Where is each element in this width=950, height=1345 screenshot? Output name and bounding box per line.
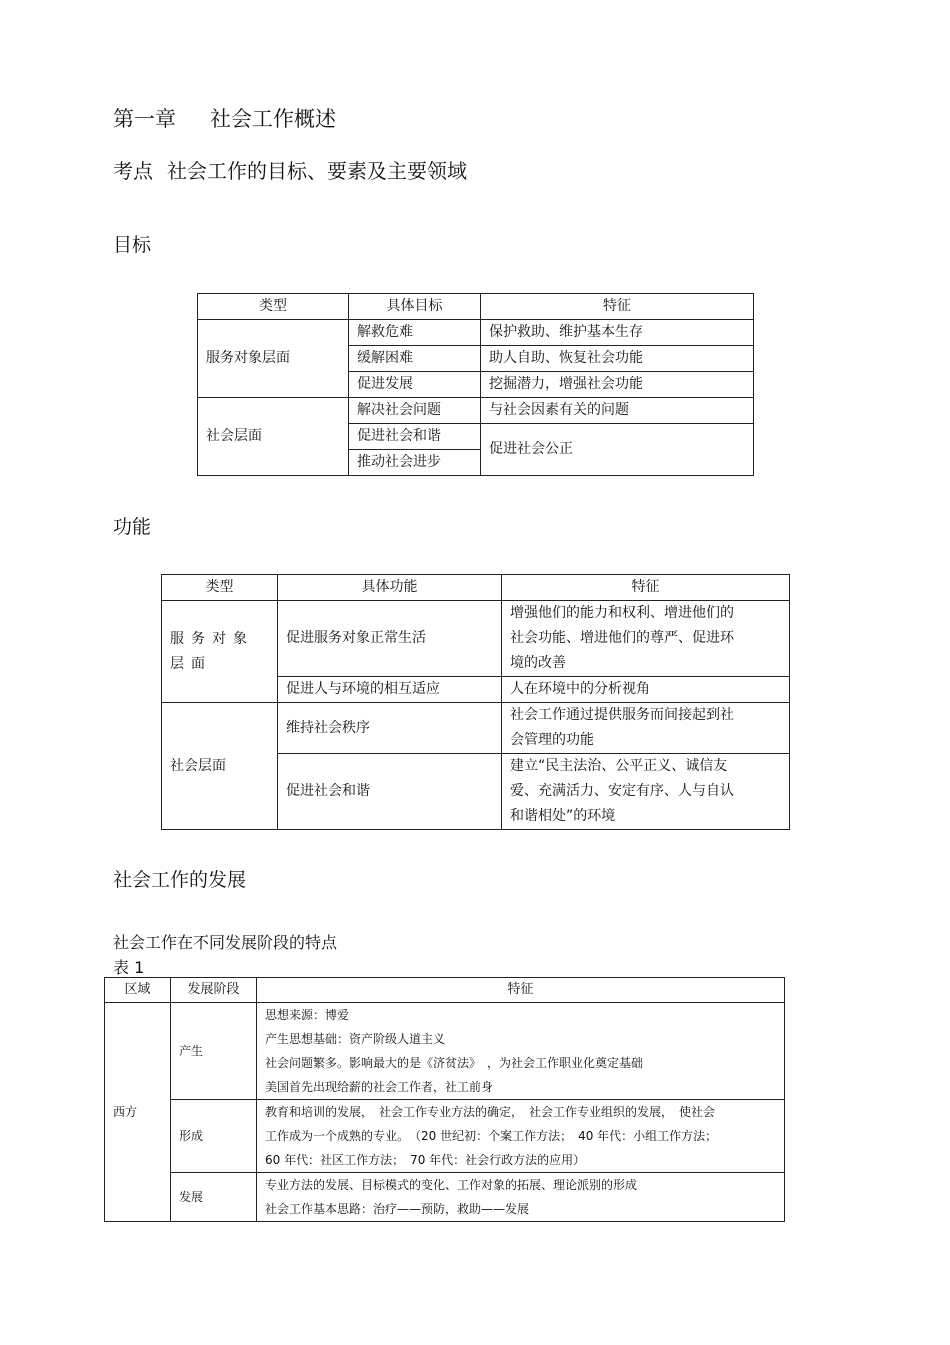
table-row [162, 601, 790, 677]
feature-line: 社会功能、增进他们的尊严、促进环 [510, 630, 734, 646]
feature-line: 教育和培训的发展， 社会工作专业方法的确定， 社会工作专业组织的发展， 使社会 [265, 1105, 716, 1119]
feature-cell [257, 1173, 785, 1222]
stage-cell: 形成 [171, 1100, 257, 1173]
feature-line: 工作成为一个成熟的专业。 （20 世纪初：个案工作方法； 40 年代：小组工作方法； [265, 1129, 718, 1143]
chapter-title: 社会工作概述 [210, 107, 336, 131]
topic-title: 社会工作的目标、要素及主要领域 [167, 159, 467, 183]
functions-heading: 功能 [113, 516, 152, 538]
feature-line: 产生思想基础：资产阶级人道主义 [265, 1032, 446, 1046]
table-row [105, 1100, 785, 1173]
topic-label: 考点 [113, 159, 153, 183]
header-cell: 类型 [198, 294, 349, 320]
table-row [162, 703, 790, 754]
goal-cell: 促进社会和谐 [349, 424, 481, 450]
feature-cell [502, 754, 790, 830]
table-header-row [105, 978, 785, 1003]
feature-cell: 与社会因素有关的问题 [481, 398, 754, 424]
chapter-label: 第一章 [113, 107, 176, 131]
type-cell: 社会层面 [162, 703, 278, 830]
table-row [105, 1003, 785, 1100]
feature-line: 社会工作基本思路：治疗——预防，救助——发展 [265, 1202, 530, 1216]
feature-line: 美国首先出现给薪的社会工作者，社工前身 [265, 1080, 494, 1094]
feature-line: 社会工作通过提供服务而间接起到社 [510, 707, 734, 723]
table-caption: 社会工作在不同发展阶段的特点 [113, 933, 338, 952]
development-heading: 社会工作的发展 [113, 869, 247, 891]
table-header-row [162, 575, 790, 601]
feature-cell [257, 1100, 785, 1173]
region-cell: 西方 [105, 1003, 171, 1222]
goal-cell: 解决社会问题 [349, 398, 481, 424]
header-cell: 特征 [502, 575, 790, 601]
feature-line: 60 年代：社区工作方法； 70 年代：社会行政方法的应用） [265, 1153, 586, 1167]
func-cell: 促进人与环境的相互适应 [278, 677, 502, 703]
header-cell: 特征 [257, 978, 785, 1003]
table-header-row [198, 294, 754, 320]
goal-cell: 推动社会进步 [349, 450, 481, 476]
feature-line: 专业方法的发展、目标模式的变化、工作对象的拓展、理论派别的形成 [265, 1178, 638, 1192]
func-cell: 促进服务对象正常生活 [278, 601, 502, 677]
goals-heading: 目标 [113, 234, 152, 256]
feature-cell: 促进社会公正 [481, 424, 754, 476]
feature-cell: 保护救助、维护基本生存 [481, 320, 754, 346]
goal-cell: 促进发展 [349, 372, 481, 398]
feature-line: 社会问题繁多。影响最大的是《济贫法》 ，为社会工作职业化奠定基础 [265, 1056, 644, 1070]
feature-cell: 挖掘潜力，增强社会功能 [481, 372, 754, 398]
functions-table [161, 574, 790, 830]
header-cell: 发展阶段 [171, 978, 257, 1003]
feature-line: 和谐相处”的环境 [510, 808, 616, 824]
topic-heading [113, 155, 467, 184]
func-cell: 促进社会和谐 [278, 754, 502, 830]
feature-line: 人在环境中的分析视角 [510, 681, 650, 697]
goal-cell: 解救危难 [349, 320, 481, 346]
header-cell: 特征 [481, 294, 754, 320]
chapter-heading [113, 103, 336, 133]
table-row [198, 320, 754, 346]
type-cell: 社会层面 [198, 398, 349, 476]
feature-line: 境的改善 [510, 655, 566, 671]
header-cell: 区域 [105, 978, 171, 1003]
feature-line: 增强他们的能力和权利、增进他们的 [510, 605, 734, 621]
development-table [104, 977, 785, 1222]
stage-cell: 发展 [171, 1173, 257, 1222]
feature-cell [257, 1003, 785, 1100]
func-cell: 维持社会秩序 [278, 703, 502, 754]
header-cell: 类型 [162, 575, 278, 601]
feature-cell [502, 703, 790, 754]
stage-cell: 产生 [171, 1003, 257, 1100]
type-cell: 服务对象层面 [198, 320, 349, 398]
feature-cell [502, 601, 790, 677]
table-row [198, 398, 754, 424]
feature-cell [502, 677, 790, 703]
type-cell: 服务对象层面 [162, 601, 278, 703]
table-row [105, 1173, 785, 1222]
goal-cell: 缓解困难 [349, 346, 481, 372]
header-cell: 具体目标 [349, 294, 481, 320]
feature-line: 思想来源：博爱 [265, 1008, 350, 1022]
header-cell: 具体功能 [278, 575, 502, 601]
table-label: 表 1 [113, 958, 145, 977]
feature-cell: 助人自助、恢复社会功能 [481, 346, 754, 372]
goals-table [197, 293, 754, 476]
feature-line: 爱、充满活力、安定有序、人与自认 [510, 783, 734, 799]
feature-line: 会管理的功能 [510, 732, 594, 748]
feature-line: 建立“民主法治、公平正义、诚信友 [510, 758, 728, 774]
